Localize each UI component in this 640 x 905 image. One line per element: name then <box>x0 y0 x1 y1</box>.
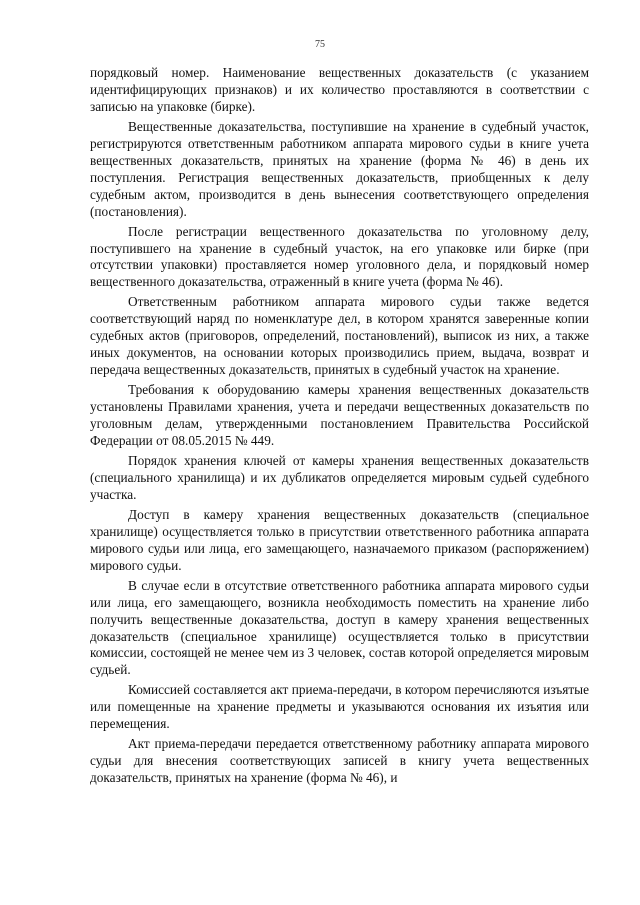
paragraph: После регистрации вещественного доказательства по уголовному делу, поступившего на хранение в судебный участок, на его упаковке или бирке (при отсутствии упаковки) проставляется номер уголовного дела, и порядковый номер вещественного доказательства, отраженный в книге учета (форма № 46). <box>90 223 589 290</box>
paragraph: порядковый номер. Наименование вещественных доказательств (с указанием идентифицирующих признаков) и их количество проставляются в соответствии с записью на упаковке (бирке). <box>90 65 589 114</box>
paragraph: Ответственным работником аппарата мирового судьи также ведется соответствующий наряд по номенклатуре дел, в котором хранятся заверенные копии судебных актов (приговоров, определений, постановлений), выписок из них, а также иных документов, на основании которых производились прием, выдача, возврат и передача вещественных доказательств, принятых в судебный участок на хранение. <box>90 294 589 378</box>
paragraph: Комиссией составляется акт приема-передачи, в котором перечисляются изъятые или помещенные на хранение предметы и указываются основания их изъятия или перемещения. <box>90 682 589 732</box>
page-number: 75 <box>315 39 325 50</box>
paragraph: В случае если в отсутствие ответственного работника аппарата мирового судьи или лица, его замещающего, возникла необходимость поместить на хранение либо получить вещественные доказательства, доступ в камеру хранения вещественных доказательств (специальное хранилище) осуществляется только в присутствии комиссии, состоящей не менее чем из 3 человек, состав которой определяется мировым судьей. <box>90 577 589 678</box>
page-body <box>90 65 589 790</box>
paragraph: Порядок хранения ключей от камеры хранения вещественных доказательств (специального хранилища) и их дубликатов определяется мировым судьей судебного участка. <box>90 452 589 502</box>
paragraph: Доступ в камеру хранения вещественных доказательств (специальное хранилище) осуществляется только в присутствии ответственного работника аппарата мирового судьи или лица, его замещающего, назначаемого приказом (распоряжением) мирового судьи. <box>90 506 589 573</box>
paragraph: Вещественные доказательства, поступившие на хранение в судебный участок, регистрируются ответственным работником аппарата мирового судьи в книге учета вещественных доказательств, принятых на хранение (форма № 46) в день их поступления. Регистрация вещественных доказательств, приобщенных к делу судебным актом, производится в день вынесения соответствующего определения (постановления). <box>90 118 589 219</box>
paragraph: Требования к оборудованию камеры хранения вещественных доказательств установлены Правилами хранения, учета и передачи вещественных доказательств по уголовным делам, утвержденными постановлением Правительства Российской Федерации от 08.05.2015 № 449. <box>90 382 589 449</box>
paragraph: Акт приема-передачи передается ответственному работнику аппарата мирового судьи для внесения соответствующих записей в книгу учета вещественных доказательств, принятых на хранение (форма № 46), и <box>90 736 589 786</box>
